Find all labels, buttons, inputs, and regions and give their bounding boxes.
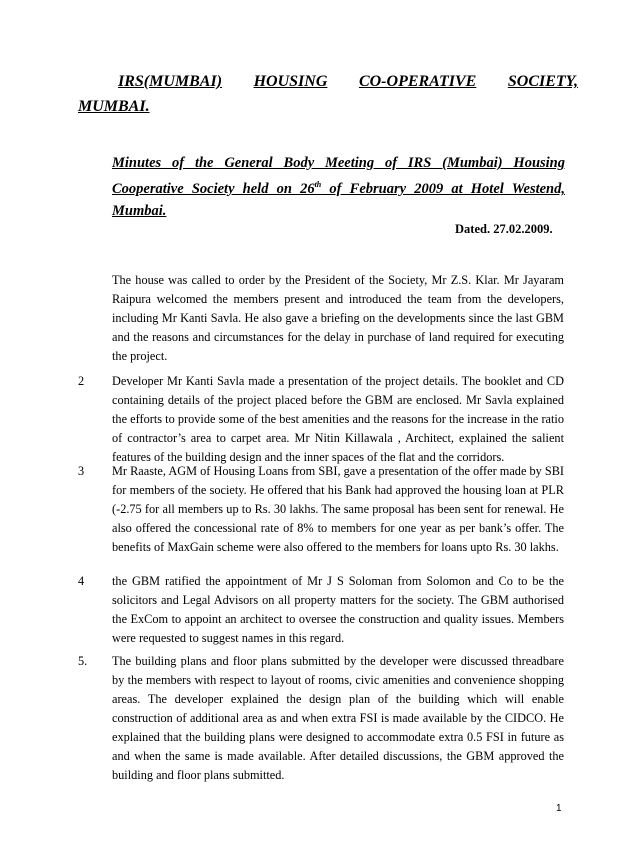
document-title <box>78 73 578 91</box>
title-word: IRS(MUMBAI) <box>118 73 223 90</box>
document-title-line2: MUMBAI. <box>78 98 150 115</box>
minutes-item <box>78 271 564 366</box>
subheading-part2: of February 2009 at Hotel Westend, Mumbai. <box>112 180 565 219</box>
title-word: HOUSING <box>253 73 328 90</box>
page-number: 1 <box>556 803 562 814</box>
item-number: 5. <box>78 654 88 668</box>
item-text: Developer Mr Kanti Savla made a presentation of the project details. The booklet and CD containing details of the project placed before the GBM are enclosed. Mr Savla explained the efforts to provide some of the best amenities and the reasons for the increase in the ratio of contractor’s area to carpet area. Mr Nitin Killawala , Architect, explained the salient features of the building design and the inner spaces of the flat and the corridors. <box>112 374 564 464</box>
minutes-item <box>78 372 564 467</box>
meeting-subheading <box>112 152 565 222</box>
item-number: 4 <box>78 574 85 588</box>
minutes-item <box>78 652 564 785</box>
item-text: The house was called to order by the President of the Society, Mr Z.S. Klar. Mr Jayaram Raipura welcomed the members present and introduced the team from the developers, including Mr Kanti Savla. He also gave a briefing on the developments since the last GBM and the reasons and circumstances for the delay in purchase of land required for executing the project. <box>112 273 564 363</box>
item-text: Mr Raaste, AGM of Housing Loans from SBI, gave a presentation of the offer made by SBI for members of the society. He offered that his Bank had approved the housing loan at PLR (-2.75 for all members up to Rs. 30 lakhs. The same proposal has been sent for renewal. He also offered the concessional rate of 8% to members for one year as per bank’s offer. The benefits of MaxGain scheme were also offered to the members for loans upto Rs. 30 lakhs. <box>112 464 564 554</box>
item-number: 2 <box>78 374 85 388</box>
minutes-item <box>78 572 564 648</box>
item-number: 3 <box>78 464 85 478</box>
title-word: SOCIETY, <box>507 73 578 90</box>
title-word: CO-OPERATIVE <box>358 73 477 90</box>
subheading-part1: Minutes of the General Body Meeting of IRS (Mumbai) Housing Cooperative Society held on 26 <box>112 155 565 197</box>
item-text: the GBM ratified the appointment of Mr J S Soloman from Solomon and Co to be the solicitors and Legal Advisors on all property matters for the society. The GBM authorised the ExCom to appoint an architect to oversee the construction and quality issues. Members were requested to suggest names in this regard. <box>112 574 564 645</box>
subheading-superscript: th <box>314 180 322 189</box>
minutes-item <box>78 462 564 557</box>
document-date: Dated. 27.02.2009. <box>455 222 553 236</box>
item-text: The building plans and floor plans submitted by the developer were discussed threadbare by the members with respect to layout of rooms, civic amenities and convenience shopping areas. The developer explained the design plan of the building which will enable construction of additional area as and when extra FSI is made available by the CIDCO. He explained that the building plans were designed to accommodate extra 0.5 FSI in future as and when the same is made available. After detailed discussions, the GBM approved the building and floor plans submitted. <box>112 654 564 782</box>
